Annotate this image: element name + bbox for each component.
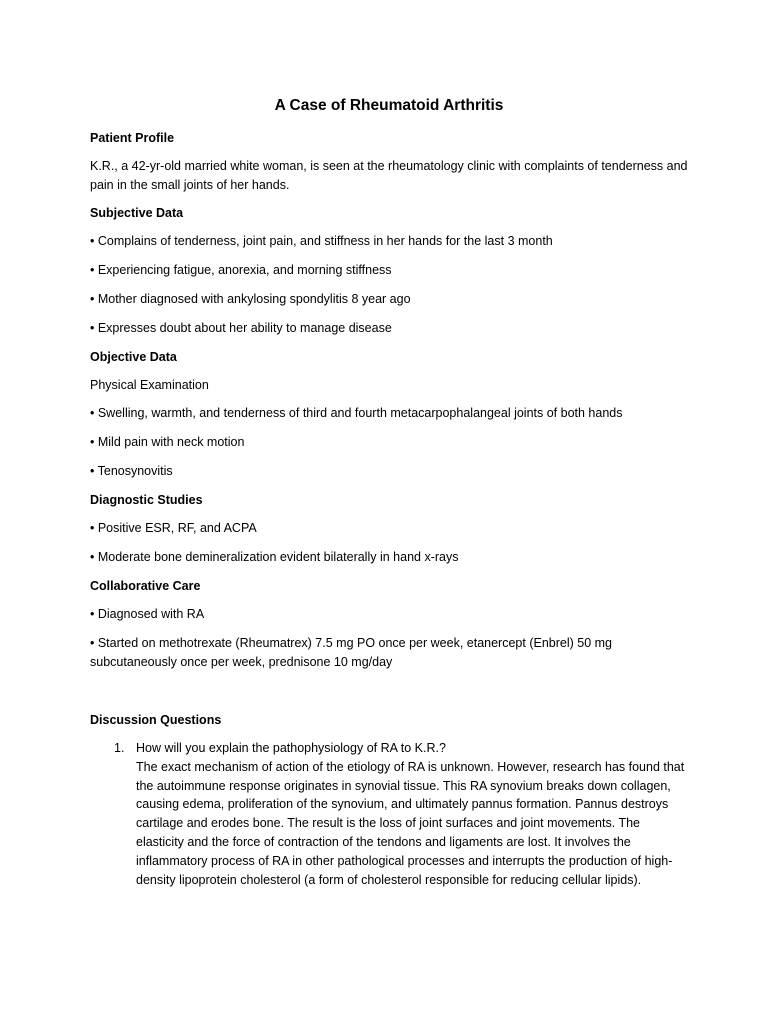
document-title: A Case of Rheumatoid Arthritis xyxy=(274,97,504,114)
question-number: 1. xyxy=(114,741,125,755)
diagnostic-item: • Positive ESR, RF, and ACPA xyxy=(90,521,257,535)
care-item: • Diagnosed with RA xyxy=(90,607,205,621)
diagnostic-studies-heading: Diagnostic Studies xyxy=(90,493,203,507)
discussion-question-list xyxy=(90,739,688,889)
patient-profile-heading: Patient Profile xyxy=(90,131,175,145)
question-text: How will you explain the pathophysiology of RA to K.R.? xyxy=(136,741,446,755)
section-spacer xyxy=(90,682,688,711)
discussion-question xyxy=(90,739,688,889)
objective-item: • Tenosynovitis xyxy=(90,464,173,478)
diagnostic-item: • Moderate bone demineralization evident bilaterally in hand x-rays xyxy=(90,550,459,564)
subjective-data-heading: Subjective Data xyxy=(90,206,184,220)
collaborative-care-heading: Collaborative Care xyxy=(90,579,201,593)
objective-item: • Swelling, warmth, and tenderness of third and fourth metacarpophalangeal joints of both hands xyxy=(90,406,623,420)
answer-text: The exact mechanism of action of the etiology of RA is unknown. However, research has found that the autoimmune response originates in synovial tissue. This RA synovium breaks down collagen, causing edema, proliferation of the synovium, and ultimately pannus formation. Pannus destroys cartilage and erodes bone. The result is the loss of joint surfaces and joint movements. The elasticity and the force of contraction of the tendons and ligaments are lost. It involves the inflammatory process of RA in other pathological processes and interrupts the production of high-density lipoprotein cholesterol (a form of cholesterol responsible for reducing cellular lipids). xyxy=(136,759,685,887)
care-item: • Started on methotrexate (Rheumatrex) 7.5 mg PO once per week, etanercept (Enbrel) 50 mg subcutaneously once per week, prednisone 10 mg/day xyxy=(90,636,612,669)
subjective-item: • Mother diagnosed with ankylosing spondylitis 8 year ago xyxy=(90,292,411,306)
subjective-item: • Complains of tenderness, joint pain, and stiffness in her hands for the last 3 month xyxy=(90,234,553,248)
discussion-questions-heading: Discussion Questions xyxy=(90,713,222,727)
objective-item: • Mild pain with neck motion xyxy=(90,435,245,449)
subjective-item: • Experiencing fatigue, anorexia, and morning stiffness xyxy=(90,263,392,277)
subjective-item: • Expresses doubt about her ability to manage disease xyxy=(90,321,392,335)
objective-data-heading: Objective Data xyxy=(90,350,177,364)
patient-profile-text: K.R., a 42-yr-old married white woman, is seen at the rheumatology clinic with complaints of tenderness and pain in the small joints of her hands. xyxy=(90,159,688,192)
physical-exam-label: Physical Examination xyxy=(90,378,209,392)
